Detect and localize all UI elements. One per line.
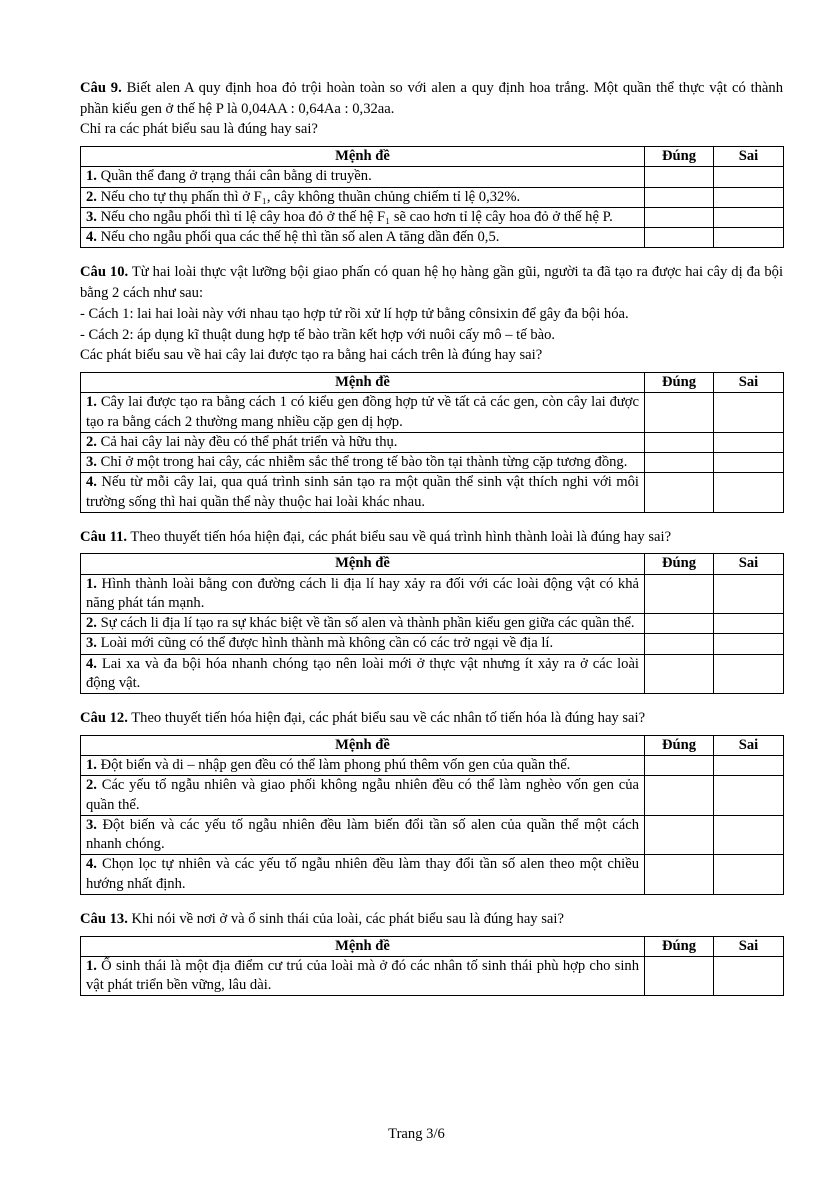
statement-text: Nếu cho ngẫu phối qua các thế hệ thì tần số alen A tăng dần đến 0,5.	[96, 229, 500, 246]
answer-true-cell[interactable]	[645, 167, 714, 187]
question-prompt	[80, 262, 783, 303]
table-row	[81, 393, 784, 433]
statement-text: Loài mới cũng có thể được hình thành mà không cần có các trở ngại về địa lí.	[96, 635, 554, 652]
answer-false-cell[interactable]	[714, 393, 784, 433]
answer-false-cell[interactable]	[714, 473, 784, 513]
statement-number: 2.	[86, 777, 97, 794]
answer-true-cell[interactable]	[645, 574, 714, 614]
answer-true-cell[interactable]	[645, 432, 714, 452]
header-true: Đúng	[645, 373, 714, 393]
table-row	[81, 654, 784, 694]
answer-false-cell[interactable]	[714, 574, 784, 614]
statement-number: 1.	[86, 957, 97, 974]
header-true: Đúng	[645, 554, 714, 574]
statement-table	[80, 936, 784, 997]
statement-cell	[81, 187, 645, 207]
statement-text: Nếu từ mỗi cây lai, qua quá trình sinh sản tạo ra một quần thể sinh vật thích nghi với môi trường sống thì hai quần thể này thuộc hai loài khác nhau.	[86, 474, 639, 510]
question-13	[80, 909, 783, 996]
table-header-row	[81, 554, 784, 574]
answer-true-cell[interactable]	[645, 756, 714, 776]
statement-cell	[81, 228, 645, 248]
table-row	[81, 614, 784, 634]
table-row	[81, 187, 784, 207]
question-prompt	[80, 78, 783, 119]
answer-true-cell[interactable]	[645, 855, 714, 895]
answer-true-cell[interactable]	[645, 453, 714, 473]
statement-cell	[81, 634, 645, 654]
statement-number: 3.	[86, 635, 97, 652]
question-text: Khi nói về nơi ở và ổ sinh thái của loài, các phát biểu sau là đúng hay sai?	[127, 910, 564, 927]
statement-cell	[81, 855, 645, 895]
statement-cell	[81, 432, 645, 452]
answer-true-cell[interactable]	[645, 815, 714, 855]
statement-cell	[81, 956, 645, 996]
statement-text: Cây lai được tạo ra bằng cách 1 có kiểu gen đồng hợp tử về tất cả các gen, còn cây lai được tạo ra bằng cách 2 thường mang nhiều cặp gen dị hợp.	[86, 394, 639, 430]
question-prompt	[80, 527, 783, 548]
table-row	[81, 855, 784, 895]
table-row	[81, 815, 784, 855]
header-statement: Mệnh đề	[81, 554, 645, 574]
statement-text: Quần thể đang ở trạng thái cân bằng di truyền.	[96, 168, 372, 185]
header-statement: Mệnh đề	[81, 373, 645, 393]
statement-text: Các yếu tố ngẫu nhiên và giao phối không ngẫu nhiên đều có thể làm nghèo vốn gen của quần thể.	[86, 777, 639, 813]
header-false: Sai	[714, 936, 784, 956]
question-instruction: Chỉ ra các phát biểu sau là đúng hay sai?	[80, 121, 318, 138]
statement-cell	[81, 574, 645, 614]
statement-number: 4.	[86, 655, 97, 672]
statement-cell	[81, 393, 645, 433]
statement-text: Đột biến và di – nhập gen đều có thể làm phong phú thêm vốn gen của quần thể.	[96, 757, 571, 774]
answer-false-cell[interactable]	[714, 432, 784, 452]
statement-number: 3.	[86, 208, 97, 225]
question-11	[80, 527, 783, 694]
question-10	[80, 262, 783, 512]
statement-text: Lai xa và đa bội hóa nhanh chóng tạo nên loài mới ở thực vật nhưng ít xảy ra ở các loài động vật.	[86, 655, 639, 691]
statement-number: 4.	[86, 474, 97, 491]
statement-number: 4.	[86, 229, 97, 246]
answer-false-cell[interactable]	[714, 187, 784, 207]
header-true: Đúng	[645, 936, 714, 956]
method-2-line: - Cách 2: áp dụng kĩ thuật dung hợp tế bào trần kết hợp với nuôi cấy mô – tế bào.	[80, 326, 556, 343]
statement-number: 2.	[86, 433, 97, 450]
table-row	[81, 634, 784, 654]
question-label: Câu 10.	[80, 264, 129, 281]
statement-cell	[81, 453, 645, 473]
answer-true-cell[interactable]	[645, 614, 714, 634]
answer-false-cell[interactable]	[714, 167, 784, 187]
statement-number: 2.	[86, 188, 97, 205]
answer-true-cell[interactable]	[645, 393, 714, 433]
answer-false-cell[interactable]	[714, 855, 784, 895]
table-row	[81, 473, 784, 513]
question-label: Câu 9.	[80, 80, 122, 96]
statement-table	[80, 735, 784, 895]
statement-text: Cả hai cây lai này đều có thể phát triển và hữu thụ.	[96, 433, 398, 450]
answer-false-cell[interactable]	[714, 453, 784, 473]
header-false: Sai	[714, 373, 784, 393]
header-true: Đúng	[645, 147, 714, 167]
table-row	[81, 756, 784, 776]
answer-false-cell[interactable]	[714, 776, 784, 816]
statement-number: 1.	[86, 168, 97, 185]
statement-text: Hình thành loài bằng con đường cách li địa lí hay xảy ra đối với các loài động vật có khả năng phát tán mạnh.	[86, 575, 639, 611]
answer-false-cell[interactable]	[714, 614, 784, 634]
statement-number: 3.	[86, 816, 97, 833]
header-statement: Mệnh đề	[81, 936, 645, 956]
answer-true-cell[interactable]	[645, 654, 714, 694]
answer-true-cell[interactable]	[645, 776, 714, 816]
answer-false-cell[interactable]	[714, 207, 784, 227]
statement-table	[80, 146, 784, 248]
statement-number: 1.	[86, 757, 97, 774]
statement-text: Sự cách li địa lí tạo ra sự khác biệt về tần số alen và thành phần kiểu gen giữa các quần thể.	[96, 615, 635, 632]
question-text: Theo thuyết tiến hóa hiện đại, các phát biểu sau về quá trình hình thành loài là đúng hay sai?	[127, 528, 672, 545]
question-label: Câu 13.	[80, 910, 128, 927]
header-false: Sai	[714, 147, 784, 167]
header-false: Sai	[714, 735, 784, 755]
document-page	[80, 78, 783, 1010]
table-row	[81, 776, 784, 816]
answer-true-cell[interactable]	[645, 634, 714, 654]
question-9	[80, 78, 783, 248]
table-row	[81, 228, 784, 248]
page-number: Trang 3/6	[388, 1126, 445, 1142]
statement-number: 1.	[86, 575, 97, 592]
statement-text: Chọn lọc tự nhiên và các yếu tố ngẫu nhiên đều làm thay đổi tần số alen theo một chiều hướng nhất định.	[86, 856, 639, 892]
statement-number: 2.	[86, 615, 97, 632]
statement-number: 1.	[86, 394, 97, 411]
statement-number: 3.	[86, 454, 97, 470]
table-header-row	[81, 147, 784, 167]
statement-cell	[81, 207, 645, 227]
answer-true-cell[interactable]	[645, 473, 714, 513]
statement-cell	[81, 815, 645, 855]
answer-true-cell[interactable]	[645, 207, 714, 227]
question-text: Biết alen A quy định hoa đỏ trội hoàn toàn so với alen a quy định hoa trắng. Một quần thể thực vật có thành phần kiểu gen ở thế hệ P là 0,04AA : 0,64Aa : 0,32aa.	[80, 80, 784, 117]
answer-false-cell[interactable]	[714, 634, 784, 654]
statement-text: Đột biến và các yếu tố ngẫu nhiên đều làm biến đổi tần số alen của quần thể một cách nhanh chóng.	[86, 816, 639, 853]
table-row	[81, 432, 784, 452]
table-header-row	[81, 936, 784, 956]
statement-cell	[81, 654, 645, 694]
statement-cell	[81, 167, 645, 187]
table-header-row	[81, 735, 784, 755]
statement-cell	[81, 473, 645, 513]
statement-table	[80, 553, 784, 694]
table-row	[81, 574, 784, 614]
question-prompt	[80, 909, 783, 930]
header-statement: Mệnh đề	[81, 147, 645, 167]
header-statement: Mệnh đề	[81, 735, 645, 755]
header-true: Đúng	[645, 735, 714, 755]
question-label: Câu 11.	[80, 528, 128, 545]
table-row	[81, 207, 784, 227]
answer-false-cell[interactable]	[714, 756, 784, 776]
statement-text: Nếu cho tự thụ phấn thì ở F₁, cây không thuần chủng chiếm tỉ lệ 0,32%.	[96, 188, 521, 205]
table-row	[81, 956, 784, 996]
answer-false-cell[interactable]	[714, 815, 784, 855]
answer-false-cell[interactable]	[714, 654, 784, 694]
method-1-line: - Cách 1: lai hai loài này với nhau tạo hợp tử rồi xử lí hợp tử bằng cônsixin để gây đa bội hóa.	[80, 305, 629, 322]
header-false: Sai	[714, 554, 784, 574]
statement-text: Chỉ ở một trong hai cây, các nhiễm sắc thể trong tế bào tồn tại thành từng cặp tương đồng.	[96, 454, 628, 470]
table-row	[81, 167, 784, 187]
question-text: Theo thuyết tiến hóa hiện đại, các phát biểu sau về các nhân tố tiến hóa là đúng hay sai?	[127, 710, 646, 727]
question-12	[80, 708, 783, 895]
statement-cell	[81, 776, 645, 816]
answer-true-cell[interactable]	[645, 187, 714, 207]
question-prompt	[80, 708, 783, 729]
statement-text: Nếu cho ngẫu phối thì tỉ lệ cây hoa đỏ ở thế hệ F₁ sẽ cao hơn tỉ lệ cây hoa đỏ ở thế hệ P.	[96, 208, 613, 225]
statement-cell	[81, 614, 645, 634]
table-row	[81, 453, 784, 473]
answer-false-cell[interactable]	[714, 228, 784, 248]
question-text: Từ hai loài thực vật lưỡng bội giao phấn có quan hệ họ hàng gần gũi, người ta đã tạo ra được hai cây dị đa bội bằng 2 cách như sau:	[80, 264, 784, 302]
statement-cell	[81, 756, 645, 776]
statement-table	[80, 372, 784, 513]
table-header-row	[81, 373, 784, 393]
statement-text: Ổ sinh thái là một địa điểm cư trú của loài mà ở đó các nhân tố sinh thái phù hợp cho sinh vật phát triển bền vững, lâu dài.	[86, 957, 639, 994]
answer-true-cell[interactable]	[645, 228, 714, 248]
answer-false-cell[interactable]	[714, 956, 784, 996]
question-label: Câu 12.	[80, 710, 128, 727]
answer-true-cell[interactable]	[645, 956, 714, 996]
statement-number: 4.	[86, 856, 97, 873]
question-instruction: Các phát biểu sau về hai cây lai được tạo ra bằng hai cách trên là đúng hay sai?	[80, 347, 543, 364]
